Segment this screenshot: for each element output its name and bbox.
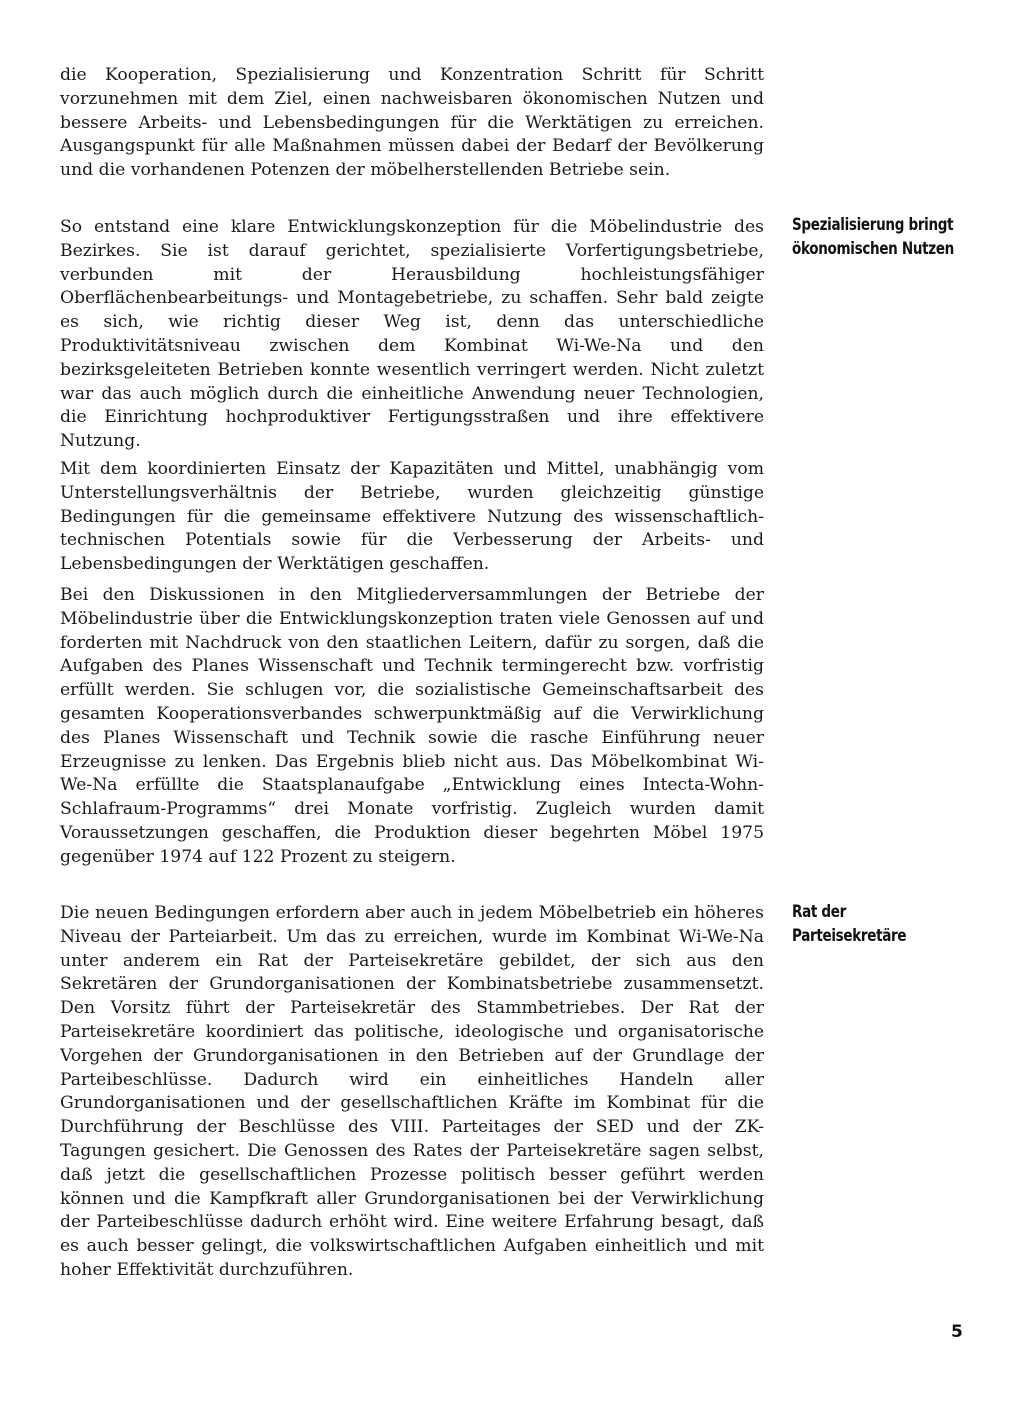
paragraph-2: So entstand eine klare Entwicklungskonzeption für die Möbelindustrie des Bezirkes. Sie ist darauf gerichtet, spezialisierte Vorfertigungsbetriebe, verbunden mit der Herausbildung hochleistungsfähiger Oberflächenbearbeitungs- und Montagebetriebe, zu schaffen. Sehr bald zeigte es sich, wie richtig dieser Weg ist, denn das unterschiedliche Produktivitätsniveau zwischen dem Kombinat Wi-We-Na und den bezirksgeleiteten Betrieben konnte wesentlich verringert werden. Nicht zuletzt war das auch möglich durch die einheitliche Anwendung neuer Technologien, die Einrichtung hochproduktiver Fertigungsstraßen und ihre effektivere Nutzung. xyxy=(60,217,764,452)
paragraph-1: die Kooperation, Spezialisierung und Konzentration Schritt für Schritt vorzunehmen mit dem Ziel, einen nachweisbaren ökonomischen Nutzen und bessere Arbeits- und Lebensbedingungen für die Werktätigen zu erreichen. Ausgangspunkt für alle Maßnahmen müssen dabei der Bedarf der Bevölkerung und die vorhandenen Potenzen der möbelherstellenden Betriebe sein. xyxy=(60,65,764,181)
paragraph-3: Mit dem koordinierten Einsatz der Kapazitäten und Mittel, unabhängig vom Unterstellungsverhältnis der Betriebe, wurden gleichzeitig günstige Bedingungen für die gemeinsame effektivere Nutzung des wissenschaftlich-technischen Potentials sowie für die Verbesserung der Arbeits- und Lebensbedingungen der Werktätigen geschaffen. xyxy=(60,459,764,575)
paragraph-4: Bei den Diskussionen in den Mitgliederversammlungen der Betriebe der Möbelindustrie über die Entwicklungskonzeption traten viele Genossen auf und forderten mit Nachdruck von den staatlichen Leitern, dafür zu sorgen, daß die Aufgaben des Planes Wissenschaft und Technik termingerecht bzw. vorfristig erfüllt werden. Sie schlugen vor, die sozialistische Gemeinschaftsarbeit des gesamten Kooperationsverbandes schwerpunktmäßig auf die Verwirklichung des Planes Wissenschaft und Technik sowie die rasche Einführung neuer Erzeugnisse zu lenken. Das Ergebnis blieb nicht aus. Das Möbelkombinat Wi-We-Na erfüllte die Staatsplanaufgabe „Entwicklung eines Intecta-Wohn-Schlafraum-Programms“ drei Monate vorfristig. Zugleich wurden damit Voraussetzungen geschaffen, die Produktion dieser begehrten Möbel 1975 gegenüber 1974 auf 122 Prozent zu steigern. xyxy=(60,585,764,867)
paragraph-5: Die neuen Bedingungen erfordern aber auch in jedem Möbelbetrieb ein höheres Niveau der Parteiarbeit. Um das zu erreichen, wurde im Kombinat Wi-We-Na unter anderem ein Rat der Parteisekretäre gebildet, der sich aus den Sekretären der Grundorganisationen der Kombinatsbetriebe zusammensetzt. Den Vorsitz führt der Parteisekretär des Stammbetriebes. Der Rat der Parteisekretäre koordiniert das politische, ideologische und organisatorische Vorgehen der Grundorganisationen in den Betrieben auf der Grundlage der Parteibeschlüsse. Dadurch wird ein einheitliches Handeln aller Grundorganisationen und der gesellschaftlichen Kräfte im Kombinat für die Durchführung der Beschlüsse des VIII. Parteitages der SED und der ZK-Tagungen gesichert. Die Genossen des Rates der Parteisekretäre sagen selbst, daß jetzt die gesellschaftlichen Prozesse politisch besser geführt werden können und die Kampfkraft aller Grundorganisationen bei der Verwirklichung der Parteibeschlüsse dadurch erhöht wird. Eine weitere Erfahrung besagt, daß es auch besser gelingt, die volkswirtschaftlichen Aufgaben einheitlich und mit hoher Effektivität durchzuführen. xyxy=(60,903,764,1280)
page-number: 5 xyxy=(951,1322,963,1342)
margin-note-rat-der-parteisekretaere xyxy=(792,900,956,948)
margin-note-spezialisierung xyxy=(792,213,956,261)
margin-note-line: Spezialisierung bringt xyxy=(792,215,954,234)
margin-note-line: Parteisekretäre xyxy=(792,926,907,945)
margin-note-line: ökonomischen Nutzen xyxy=(792,239,954,258)
margin-note-line: Rat der xyxy=(792,902,846,921)
